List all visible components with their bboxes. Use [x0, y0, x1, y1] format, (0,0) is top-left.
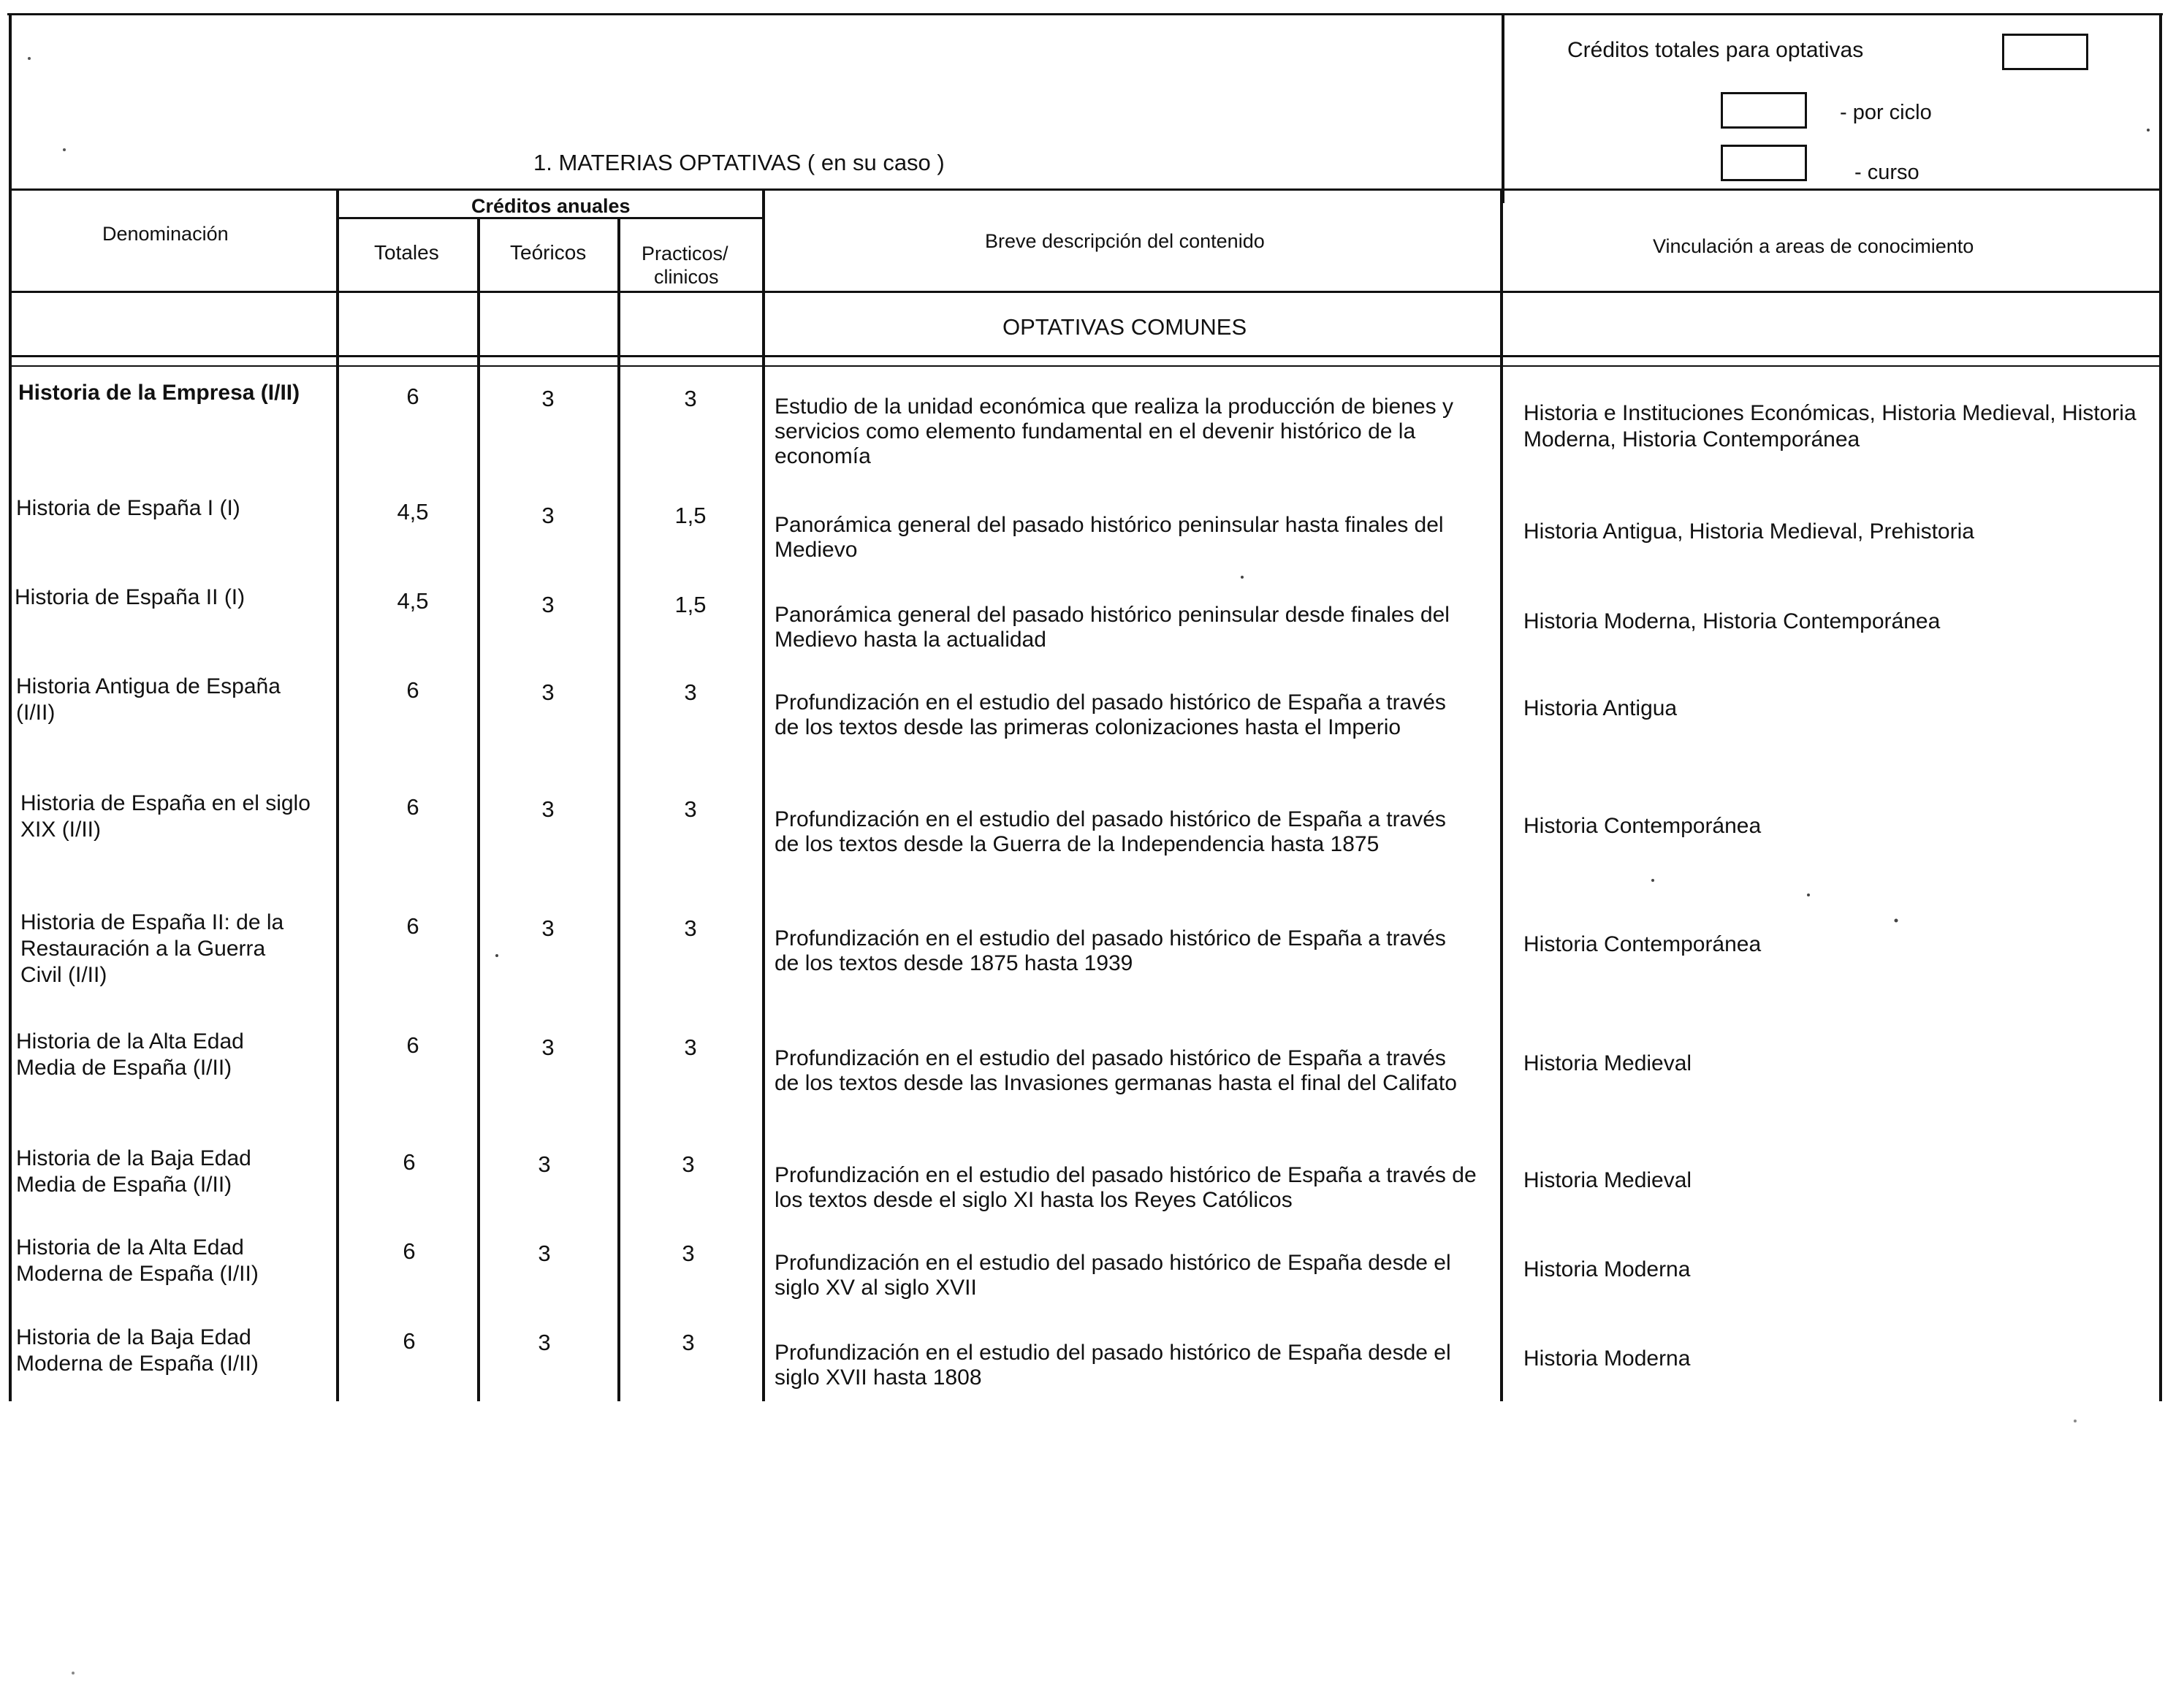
header-practicos-2: clinicos — [654, 266, 719, 288]
row-9-teoricos: 3 — [538, 1241, 551, 1266]
header-totales: Totales — [374, 241, 439, 264]
row-6-name: Historia de España II: de la Restauración a la Guerra Civil (I/II) — [20, 910, 284, 987]
section-title: 1. MATERIAS OPTATIVAS ( en su caso ) — [533, 150, 945, 175]
por-ciclo-label: - por ciclo — [1840, 101, 1932, 124]
row-10-teoricos: 3 — [538, 1330, 551, 1355]
header-denominacion: Denominación — [102, 223, 229, 245]
row-4-teoricos: 3 — [541, 679, 555, 705]
row-9-description: Profundización en el estudio del pasado histórico de España desde el siglo XV al siglo XVII — [775, 1251, 1451, 1300]
row-1-description: Estudio de la unidad económica que realiza la producción de bienes y servicios como elemento fundamental en el devenir histórico de la economía — [775, 395, 1453, 468]
row-3-description: Panorámica general del pasado histórico peninsular desde finales del Medievo hasta la actualidad — [775, 603, 1450, 652]
header-vinculacion: Vinculación a areas de conocimiento — [1653, 235, 1974, 257]
row-1-totales: 6 — [406, 384, 419, 409]
row-6-description: Profundización en el estudio del pasado histórico de España a través de los textos desde 1875 hasta 1939 — [775, 926, 1446, 975]
row-3-name: Historia de España II (I) — [15, 585, 246, 609]
row-9-name: Historia de la Alta Edad Moderna de España (I/II) — [16, 1235, 259, 1286]
row-3-totales: 4,5 — [397, 588, 429, 614]
row-7-totales: 6 — [406, 1032, 419, 1058]
row-8-description: Profundización en el estudio del pasado histórico de España a través de los textos desde el siglo XI hasta los Reyes Católicos — [775, 1163, 1477, 1212]
row-5-totales: 6 — [406, 794, 419, 820]
row-2-totales: 4,5 — [397, 499, 429, 525]
row-1-practicos: 3 — [684, 386, 697, 411]
row-5-description: Profundización en el estudio del pasado histórico de España a través de los textos desde la Guerra de la Independencia hasta 1875 — [775, 807, 1446, 856]
row-10-areas: Historia Moderna — [1523, 1346, 1691, 1371]
row-3-areas: Historia Moderna, Historia Contemporánea — [1523, 609, 1941, 633]
row-7-areas: Historia Medieval — [1523, 1051, 1692, 1075]
row-9-totales: 6 — [403, 1238, 416, 1264]
row-4-areas: Historia Antigua — [1523, 696, 1678, 720]
row-9-areas: Historia Moderna — [1523, 1257, 1691, 1281]
row-5-name: Historia de España en el siglo XIX (I/II) — [20, 791, 311, 842]
group-label: OPTATIVAS COMUNES — [1002, 314, 1247, 340]
row-7-name: Historia de la Alta Edad Media de España (I/II) — [16, 1029, 244, 1080]
row-1-teoricos: 3 — [541, 386, 555, 411]
row-9-practicos: 3 — [682, 1241, 695, 1266]
row-2-name: Historia de España I (I) — [16, 496, 240, 520]
row-10-practicos: 3 — [682, 1330, 695, 1355]
row-7-description: Profundización en el estudio del pasado histórico de España a través de los textos desde las Invasiones germanas hasta el final del Califato — [775, 1046, 1457, 1095]
row-7-teoricos: 3 — [541, 1035, 555, 1060]
row-10-description: Profundización en el estudio del pasado histórico de España desde el siglo XVII hasta 1808 — [775, 1341, 1451, 1390]
row-8-areas: Historia Medieval — [1523, 1168, 1692, 1192]
row-3-teoricos: 3 — [541, 592, 555, 617]
header-creditos-anuales: Créditos anuales — [471, 195, 631, 217]
header-teoricos: Teóricos — [510, 241, 587, 264]
row-3-practicos: 1,5 — [674, 592, 707, 617]
row-10-name: Historia de la Baja Edad Moderna de España (I/II) — [16, 1325, 259, 1376]
row-6-areas: Historia Contemporánea — [1523, 932, 1762, 956]
row-5-teoricos: 3 — [541, 796, 555, 822]
row-1-name: Historia de la Empresa (I/II) — [18, 381, 300, 405]
row-6-totales: 6 — [406, 913, 419, 939]
row-2-description: Panorámica general del pasado histórico peninsular hasta finales del Medievo — [775, 513, 1444, 562]
row-2-practicos: 1,5 — [674, 503, 707, 528]
row-4-totales: 6 — [406, 677, 419, 703]
row-4-practicos: 3 — [684, 679, 697, 705]
header-descripcion: Breve descripción del contenido — [985, 230, 1265, 252]
row-6-teoricos: 3 — [541, 915, 555, 941]
row-8-totales: 6 — [403, 1149, 416, 1175]
row-4-description: Profundización en el estudio del pasado histórico de España a través de los textos desde las primeras colonizaciones hasta el Imperio — [775, 690, 1446, 739]
row-1-areas: Historia e Instituciones Económicas, Historia Medieval, Historia Moderna, Historia Contemporánea — [1523, 401, 2137, 452]
curso-label: - curso — [1854, 161, 1919, 184]
row-8-name: Historia de la Baja Edad Media de España (I/II) — [16, 1146, 251, 1197]
row-2-areas: Historia Antigua, Historia Medieval, Prehistoria — [1523, 519, 1974, 544]
row-10-totales: 6 — [403, 1328, 416, 1354]
total-credits-label: Créditos totales para optativas — [1567, 38, 1864, 62]
row-5-areas: Historia Contemporánea — [1523, 814, 1762, 838]
row-8-teoricos: 3 — [538, 1151, 551, 1177]
row-6-practicos: 3 — [684, 915, 697, 941]
row-8-practicos: 3 — [682, 1151, 695, 1177]
row-5-practicos: 3 — [684, 796, 697, 822]
row-2-teoricos: 3 — [541, 503, 555, 528]
row-7-practicos: 3 — [684, 1035, 697, 1060]
header-practicos-1: Practicos/ — [642, 243, 728, 264]
row-4-name: Historia Antigua de España (I/II) — [16, 674, 281, 725]
